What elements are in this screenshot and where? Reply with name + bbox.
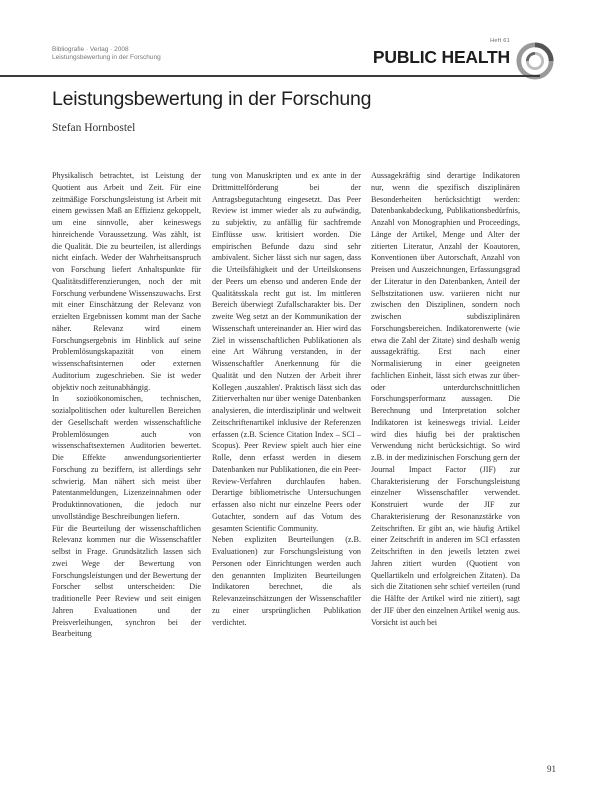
paragraph: Aussagekräftig sind derartige Indikatoren nur, wenn die spezifisch disziplinären Besonderheiten berücksichtigt werden: Datenbankabdeckung, Publikationsbedürfnis, Anzahl von Monographien und Proceedings, Länge der Artikel, Menge und Alter der zitierten Literatur, Anzahl der Koautoren, Konventionen über Autorschaft, Anzahl von Preisen und Auszeichnungen, Erfassungsgrad der Literatur in den Datenbanken, Anteil der Selbstzitationen usw. variieren nicht nur zwischen den Disziplinen, sondern noch zwischen subdisziplinären Forschungsbereichen. Indikatorenwerte (wie etwa die Zahl der Zitate) sind deshalb wenig aussagekräftig. Erst nach einer Normalisierung in einer geeigneten fachlichen Einheit, lässt sich etwas zur über- oder unterdurchschnittlichen Forschungsperformanz aussagen. Die Berechnung und Interpretation solcher Indikatoren ist keineswegs trivial. Leider wird dies häufig bei der praktischen Verwendung nicht berücksichtigt. So wird z.B. in der medizinischen Forschung gern der Journal Impact Factor (JIF) zur Charakterisierung der Forschungsleistung einzelner Wissenschaftler verwendet. Konstruiert wurde der JIF zur Charakterisierung der Resonanzstärke von Zeitschriften. Er gibt an, wie häufig Artikel einer Zeitschrift in anderen im SCI erfassten Zeitschriften in den jeweils letzten zwei Jahren zitiert wurden (Quotient von Quellartikeln und erfolgreichen Zitaten). Da sich die Zitationen sehr schief verteilen (rund die Hälfte der Artikel wird nie zitiert), sagt der JIF über den einzelnen Artikel wenig aus. Vorsicht ist auch bei bbox=[371, 171, 520, 627]
brand-issue-label: Heft 61 bbox=[490, 38, 510, 44]
citation-header bbox=[52, 46, 161, 62]
paragraph: Physikalisch betrachtet, ist Leistung der Quotient aus Arbeit und Zeit. Für eine zeitmäßige Forschungsleistung ist Arbeit mit einem gewissen Maß an Effizienz gekoppelt, um eine sinnvolle, aber keineswegs hinreichende Voraussetzung. Was zählt, ist die Qualität. Die zu beurteilen, ist allerdings nicht einfach. Weder der Wahrheitsanspruch von Forschung liefert Anhaltspunkte für Qualitätsdifferenzierungen, noch der mit Forschung verbundene Wissenszuwachs. Erst mit einer Einschätzung der Relevanz von erzielten Ergebnissen kommt man der Sache näher. Relevanz wird einem Forschungsergebnis im Hinblick auf seine Problemlösungskapazität von einem wissenschaftsinternen oder externen Auditorium zugeschrieben. Sie ist weder objektiv noch zeitunabhängig. bbox=[52, 171, 201, 392]
article-title: Leistungsbewertung in der Forschung bbox=[52, 88, 372, 110]
text-column-2 bbox=[212, 170, 361, 628]
journal-name: PUBLIC HEALTH bbox=[372, 47, 510, 67]
article-author: Stefan Hornbostel bbox=[52, 122, 136, 134]
page-number: 91 bbox=[547, 764, 556, 774]
paragraph: tung von Manuskripten und ex ante in der Drittmittelförderung bei der Antragsbegutachtung eingesetzt. Das Peer Review ist immer wieder als zu aufwändig, zu subjektiv, zu anfällig für sachfremde Einflüsse usw. kritisiert worden. Die empirischen Befunde dazu sind sehr ambivalent. Sicher lässt sich nur sagen, dass die Urteilsfähigkeit und der Urteilskonsens der Peers um ebenso und anderen Ende der Qualitätsskala recht gut ist. Im mittleren Bereich überwiegt Zufallscharakter bis. Der zweite Weg setzt an der Kommunikation der Wissenschaft untereinander an. Hier wird das Ziel in wissenschaftlichen Publikationen als eine Art Währung verstanden, in der Wissenschaftler Anerkennung für die Qualität und den Nutzen der Arbeit ihrer Kollegen ‚auszahlen'. Praktisch lässt sich das Zitierverhalten nur über wenige Datenbanken analysieren, die interdisziplinär und weltweit Zeitschriftenartikel inklusive der Referenzen erfassen (z.B. Science Citation Index – SCI – Scopus). Peer Review spielt auch hier eine Rolle, denn erfasst werden in diesem Datenbanken nur Publikationen, die ein Peer-Review-Verfahren durchlaufen haben. Derartige bibliometrische Untersuchungen erfassen also nicht nur einzelne Peers oder Gutachter, sondern auf das Votum des gesamten Scientific Community. bbox=[212, 171, 361, 533]
citation-line-1: Bibliografie · Verlag · 2008 bbox=[52, 46, 129, 53]
text-column-1 bbox=[52, 170, 201, 640]
citation-line-2: Leistungsbewertung in der Forschung bbox=[52, 54, 161, 61]
paragraph: In sozioökonomischen, technischen, sozialpolitischen oder kulturellen Bereichen der Gesellschaft werden wissenschaftliche Problemlösungen auch von wissenschaftsexternen Auditorien bewertet. Die Effekte anwendungsorientierter Forschung zu beziffern, ist allerdings sehr schwierig. Man nähert sich meist über Patentanmeldungen, Lizenzeinnahmen oder Produktinnovationen, die jedoch nur unvollständige Beschreibungen liefern. bbox=[52, 394, 201, 521]
paragraph: Neben expliziten Beurteilungen (z.B. Evaluationen) zur Forschungsleistung von Personen oder Einrichtungen werden auch den genannten Impliziten Beurteilungen Indikatoren berechnet, die als Relevanzeinschätzungen der Wissenschaftler zu einer ursprünglichen Publikation verdichtet. bbox=[212, 535, 361, 627]
paragraph: Für die Beurteilung der wissenschaftlichen Relevanz kommen nur die Wissenschaftler selbst in Frage. Grundsätzlich lassen sich zwei Wege der Bewertung von Forschungsleistungen und der Bewertung der Forscher selbst unterscheiden: Die traditionelle Peer Review und seit einigen Jahren Evaluationen und der Preisverleihungen, synchron bei der Bearbeitung bbox=[52, 523, 201, 639]
header-rule bbox=[0, 75, 540, 77]
text-column-3 bbox=[371, 170, 520, 628]
